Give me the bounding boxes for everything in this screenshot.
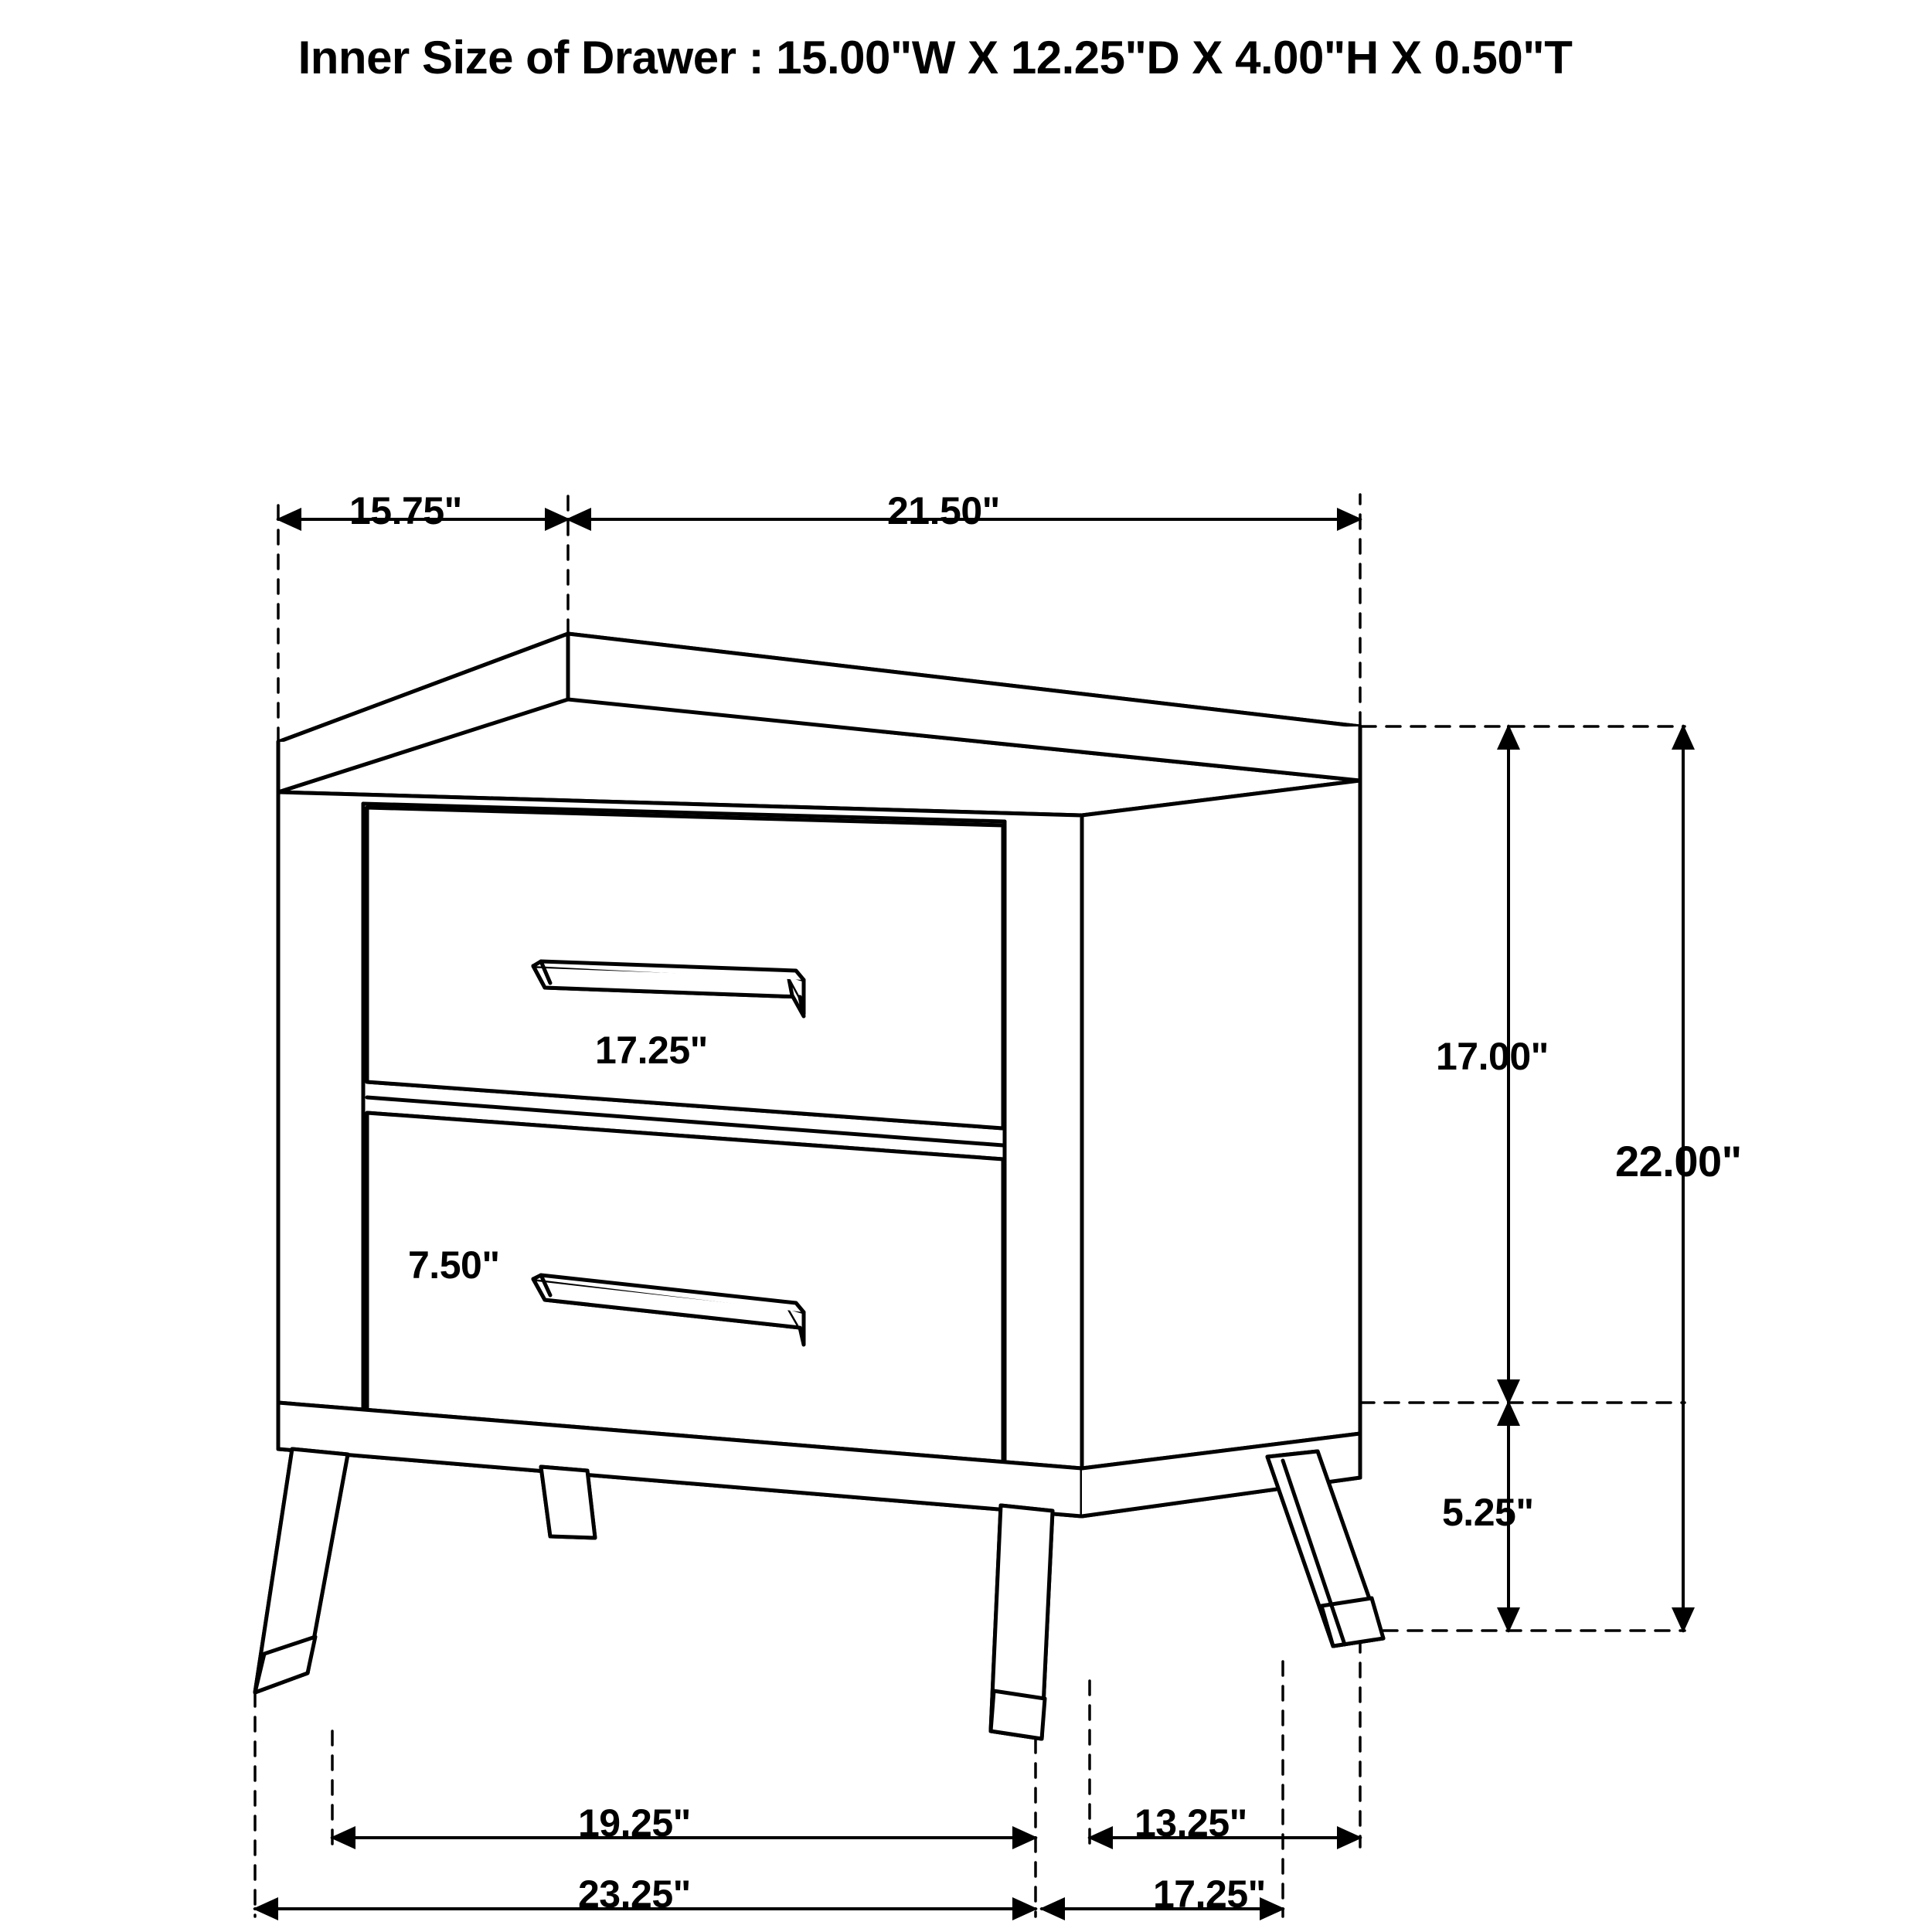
- leg-back-right: [1267, 1451, 1383, 1646]
- page-title: Inner Size of Drawer : 15.00"W X 12.25"D X 4.00"H X 0.50"T: [298, 32, 1573, 83]
- dimension-label-cabinet-height: 17.00": [1436, 1035, 1549, 1078]
- dimension-label-lower-drawer-height: 7.50": [408, 1243, 500, 1287]
- dimension-label-upper-drawer-width: 17.25": [595, 1029, 708, 1072]
- dimension-label-top-depth: 15.75": [349, 489, 462, 532]
- leg-front-right: [991, 1505, 1053, 1739]
- top-panel: [278, 634, 1360, 792]
- leg-front-left: [255, 1449, 348, 1692]
- dimension-label-front-outer-width: 23.25": [578, 1872, 691, 1916]
- dimension-label-side-outer-depth: 17.25": [1153, 1872, 1266, 1916]
- right-side-panel: [1082, 781, 1360, 1503]
- dimension-label-side-inner-depth: 13.25": [1134, 1801, 1247, 1845]
- leg-back-left: [541, 1467, 595, 1538]
- dimension-label-front-inner-width: 19.25": [578, 1801, 691, 1845]
- dimension-label-top-width: 21.50": [887, 489, 1000, 532]
- dimension-label-leg-height: 5.25": [1442, 1491, 1534, 1534]
- dimension-label-total-height: 22.00": [1615, 1137, 1742, 1185]
